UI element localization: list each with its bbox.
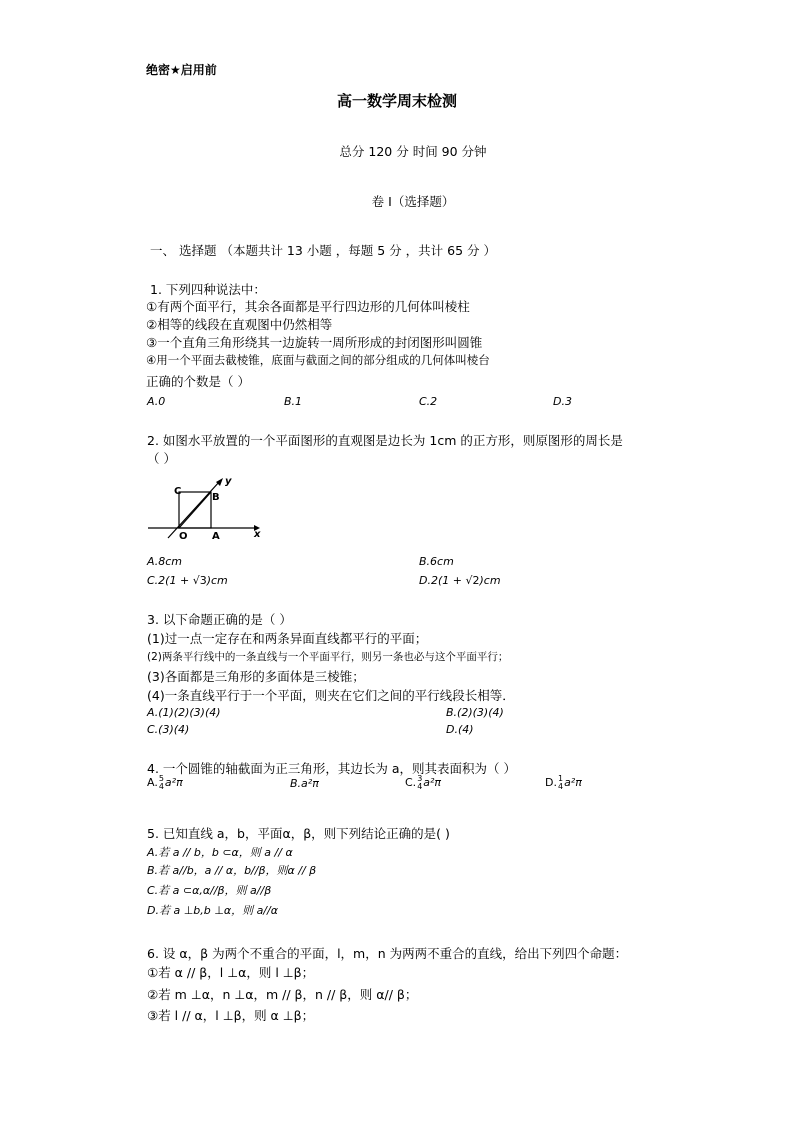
q4-stem: 4. 一个圆锥的轴截面为正三角形，其边长为 a，则其表面积为（ ） bbox=[147, 761, 517, 776]
q1-option-a[interactable]: A.0 bbox=[147, 395, 166, 408]
q1-stem: 1. 下列四种说法中： bbox=[150, 282, 266, 297]
q5-option-d[interactable]: D.若 a ⊥b,b ⊥α，则 a//α bbox=[147, 904, 278, 917]
q2-option-b[interactable]: B.6cm bbox=[419, 555, 454, 568]
secret-label: 绝密★启用前 bbox=[146, 63, 217, 77]
q1-option-d[interactable]: D.3 bbox=[553, 395, 572, 408]
fig-label-c: C bbox=[174, 486, 182, 497]
q3-stem: 3. 以下命题正确的是（ ） bbox=[147, 612, 292, 627]
fig-label-x: x bbox=[254, 529, 261, 540]
q3-statement-3: (3)各面都是三角形的多面体是三棱锥； bbox=[147, 669, 365, 684]
q4-option-b[interactable]: B.a²π bbox=[290, 777, 319, 790]
q2-stem: 2. 如图水平放置的一个平面图形的直观图是边长为 1cm 的正方形，则原图形的周长是 bbox=[147, 433, 623, 448]
q3-option-d[interactable]: D.(4) bbox=[446, 723, 474, 736]
q1-option-c[interactable]: C.2 bbox=[419, 395, 438, 408]
q6-statement-2: ②若 m ⊥α，n ⊥α，m // β，n // β，则 α// β； bbox=[147, 987, 418, 1002]
q4-option-c[interactable]: C. 3 4 a²π bbox=[405, 774, 442, 791]
q6-statement-3: ③若 l // α，l ⊥β，则 α ⊥β； bbox=[147, 1008, 315, 1023]
exam-meta: 总分 120 分 时间 90 分钟 bbox=[339, 144, 487, 159]
q2-option-d[interactable]: D.2(1 + √2)cm bbox=[419, 574, 501, 587]
q1-ask: 正确的个数是（ ） bbox=[146, 374, 250, 389]
q5-option-c[interactable]: C.若 a ⊂α,α//β，则 a//β bbox=[147, 884, 272, 897]
q3-statement-4: (4)一条直线平行于一个平面，则夹在它们之间的平行线段长相等． bbox=[147, 688, 515, 703]
q1-statement-3: ③一个直角三角形绕其一边旋转一周所形成的封闭图形叫圆锥 bbox=[146, 335, 483, 350]
q1-statement-4: ④用一个平面去截棱锥，底面与截面之间的部分组成的几何体叫棱台 bbox=[146, 353, 490, 367]
q1-statement-1: ①有两个面平行，其余各面都是平行四边形的几何体叫棱柱 bbox=[146, 299, 470, 314]
q2-option-a[interactable]: A.8cm bbox=[147, 555, 182, 568]
q5-option-a[interactable]: A.若 a // b，b ⊂α，则 a // α bbox=[147, 846, 293, 859]
fig-label-b: B bbox=[212, 492, 220, 503]
q5-stem: 5. 已知直线 a，b，平面α，β，则下列结论正确的是( ) bbox=[147, 826, 450, 841]
q3-option-b[interactable]: B.(2)(3)(4) bbox=[446, 706, 504, 719]
section-heading: 一、 选择题 （本题共计 13 小题 ，每题 5 分 ，共计 65 分 ） bbox=[150, 243, 496, 258]
q3-option-a[interactable]: A.(1)(2)(3)(4) bbox=[147, 706, 221, 719]
q1-option-b[interactable]: B.1 bbox=[284, 395, 303, 408]
volume-label: 卷 I（选择题） bbox=[371, 194, 455, 209]
fig-label-o: O bbox=[179, 531, 188, 542]
q6-stem: 6. 设 α，β 为两个不重合的平面，l，m，n 为两两不重合的直线，给出下列四个命题： bbox=[147, 946, 628, 961]
q2-option-c[interactable]: C.2(1 + √3)cm bbox=[147, 574, 228, 587]
q1-statement-2: ②相等的线段在直观图中仍然相等 bbox=[146, 317, 333, 332]
q2-stem-line2: （ ） bbox=[147, 451, 176, 466]
q3-statement-2: (2)两条平行线中的一条直线与一个平面平行，则另一条也必与这个平面平行； bbox=[147, 651, 509, 663]
q3-statement-1: (1)过一点一定存在和两条异面直线都平行的平面； bbox=[147, 631, 428, 646]
q3-option-c[interactable]: C.(3)(4) bbox=[147, 723, 190, 736]
q5-option-b[interactable]: B.若 a//b，a // α，b//β，则α // β bbox=[147, 864, 317, 877]
q6-statement-1: ①若 α // β，l ⊥α，则 l ⊥β； bbox=[147, 965, 315, 980]
fig-label-y: y bbox=[225, 476, 232, 487]
fig-label-a: A bbox=[212, 531, 220, 542]
q4-option-d[interactable]: D. 1 4 a²π bbox=[545, 774, 582, 791]
q2-figure bbox=[146, 470, 266, 542]
q4-option-a[interactable]: A. 5 4 a²π bbox=[147, 774, 183, 791]
page-title: 高一数学周末检测 bbox=[336, 92, 457, 110]
